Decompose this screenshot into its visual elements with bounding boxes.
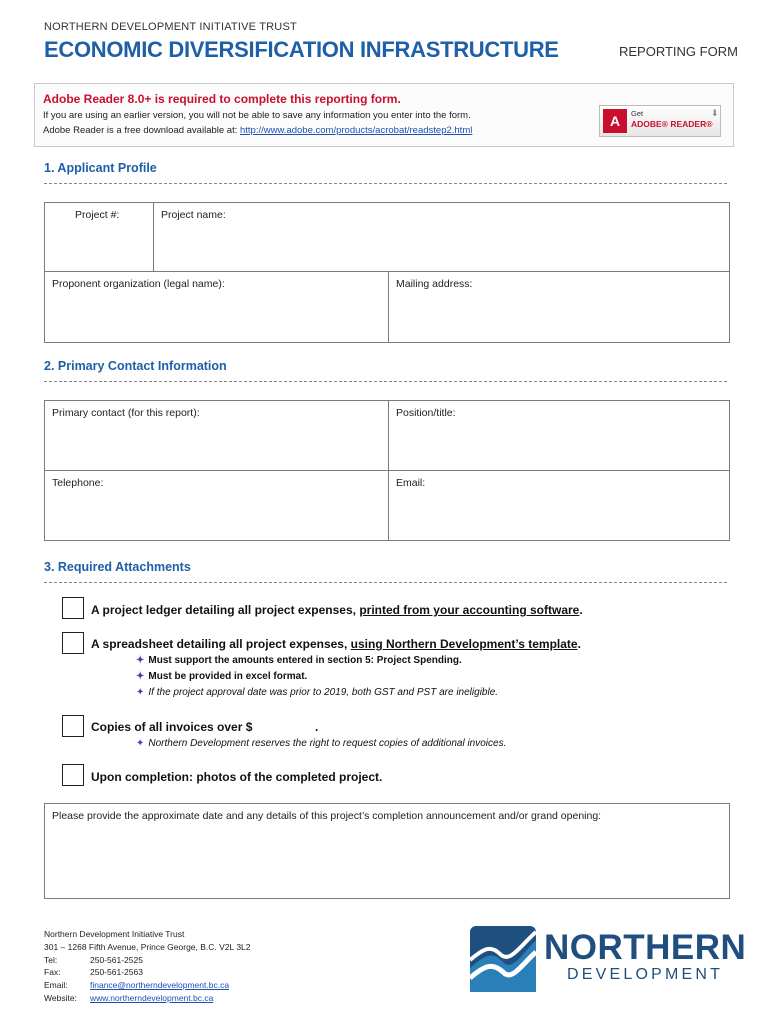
section-3-divider (44, 582, 727, 583)
spreadsheet-sub-3-text: If the project approval date was prior to 2019, both GST and PST are ineligible. (148, 687, 499, 698)
ledger-attachment-label: A project ledger detailing all project expenses, printed from your accounting software. (91, 603, 583, 617)
get-adobe-reader-button[interactable] (599, 105, 721, 137)
spreadsheet-checkbox[interactable] (62, 632, 84, 654)
spreadsheet-sub-2-text: Must be provided in excel format. (148, 671, 308, 682)
primary-contact-field[interactable] (45, 401, 389, 471)
project-name-label: Project name: (161, 209, 226, 221)
adobe-download-link[interactable]: http://www.adobe.com/products/acrobat/readstep2.html (240, 125, 473, 136)
mailing-address-field[interactable] (389, 272, 729, 342)
footer-org: Northern Development Initiative Trust (44, 929, 185, 939)
adobe-notice-line1: If you are using an earlier version, you will not be able to save any information you enter into the form. (43, 110, 471, 121)
spreadsheet-sub-2 (136, 671, 307, 682)
spreadsheet-sub-3 (136, 687, 498, 698)
footer-tel-label: Tel: (44, 954, 58, 965)
footer-email-link[interactable]: finance@northerndevelopment.bc.ca (90, 980, 230, 991)
form-type: REPORTING FORM (619, 44, 738, 59)
telephone-label: Telephone: (52, 477, 104, 489)
logo-word-development: DEVELOPMENT (567, 966, 724, 983)
section-2-title: 2. Primary Contact Information (44, 359, 227, 373)
logo-word-northern: NORTHERN (544, 928, 747, 967)
spreadsheet-sub-1 (136, 655, 462, 666)
footer-website-label: Website: (44, 992, 77, 1003)
ledger-underlined: printed from your accounting software (359, 603, 580, 617)
primary-contact-label: Primary contact (for this report): (52, 407, 200, 419)
spreadsheet-sub-1-text: Must support the amounts entered in section 5: Project Spending. (148, 655, 462, 666)
section-1-divider (44, 183, 727, 184)
spreadsheet-underlined: using Northern Development’s template (350, 637, 578, 651)
star-bullet-icon: ✦ (136, 671, 145, 682)
contact-info-table (44, 400, 730, 541)
star-bullet-icon: ✦ (136, 655, 145, 666)
email-label: Email: (396, 477, 426, 489)
photos-checkbox[interactable] (62, 764, 84, 786)
footer-fax-value: 250-561-2563 (90, 967, 143, 978)
download-arrow-icon: ⬇ (711, 108, 719, 118)
footer-tel (44, 954, 251, 967)
proponent-field[interactable] (45, 272, 389, 342)
mailing-address-label: Mailing address: (396, 278, 473, 290)
section-2-divider (44, 381, 727, 382)
footer-fax (44, 966, 251, 979)
invoices-checkbox[interactable] (62, 715, 84, 737)
spreadsheet-text: A spreadsheet detailing all project expenses, (91, 637, 351, 651)
project-number-label: Project #: (75, 209, 120, 221)
adobe-notice-prefix: Adobe Reader is a free download available at: (43, 125, 240, 136)
section-1-title: 1. Applicant Profile (44, 161, 157, 175)
star-bullet-icon: ✦ (136, 687, 145, 698)
footer-email (44, 979, 251, 992)
footer-address: 301 – 1268 Fifth Avenue, Prince George, B.C. V2L 3L2 (44, 941, 251, 952)
invoices-period: . (315, 720, 319, 734)
invoices-sub-1-text: Northern Development reserves the right to request copies of additional invoices. (148, 738, 507, 749)
photos-attachment-label: Upon completion: photos of the completed project. (91, 770, 383, 784)
footer-website (44, 992, 251, 1005)
invoices-text: Copies of all invoices over $ (91, 720, 253, 734)
adobe-notice-line2 (43, 125, 472, 136)
position-title-field[interactable] (389, 401, 729, 471)
ledger-text: A project ledger detailing all project expenses, (91, 603, 360, 617)
footer-email-label: Email: (44, 980, 68, 991)
adobe-logo-icon: A (603, 109, 627, 133)
footer-tel-value: 250-561-2525 (90, 954, 143, 965)
project-name-field[interactable] (154, 203, 729, 272)
invoices-attachment-label (91, 720, 252, 734)
adobe-notice (34, 83, 734, 147)
footer-website-link[interactable]: www.northerndevelopment.bc.ca (90, 992, 214, 1003)
section-3-title: 3. Required Attachments (44, 560, 191, 574)
invoice-amount-input[interactable] (265, 717, 313, 735)
badge-reader-label: ADOBE® READER® (631, 119, 713, 129)
form-title: ECONOMIC DIVERSIFICATION INFRASTRUCTURE (44, 37, 559, 62)
email-field[interactable] (389, 471, 729, 540)
badge-get-label: Get (631, 109, 644, 118)
footer-contact (44, 928, 251, 1005)
org-name: NORTHERN DEVELOPMENT INITIATIVE TRUST (44, 21, 297, 33)
northern-development-logo-icon (470, 926, 536, 992)
footer-fax-label: Fax: (44, 967, 61, 978)
star-bullet-icon: ✦ (136, 738, 145, 749)
project-number-field[interactable] (45, 203, 154, 272)
spreadsheet-attachment-label: A spreadsheet detailing all project expenses, using Northern Development’s template. (91, 637, 581, 651)
adobe-requirement: Adobe Reader 8.0+ is required to complete this reporting form. (43, 92, 401, 106)
telephone-field[interactable] (45, 471, 389, 540)
completion-details-label: Please provide the approximate date and any details of this project’s completion announcement and/or grand opening: (52, 810, 602, 822)
proponent-label: Proponent organization (legal name): (52, 278, 225, 290)
invoices-sub-1 (136, 738, 506, 749)
position-title-label: Position/title: (396, 407, 456, 419)
applicant-profile-table (44, 202, 730, 343)
completion-details-field[interactable] (44, 803, 730, 899)
ledger-checkbox[interactable] (62, 597, 84, 619)
